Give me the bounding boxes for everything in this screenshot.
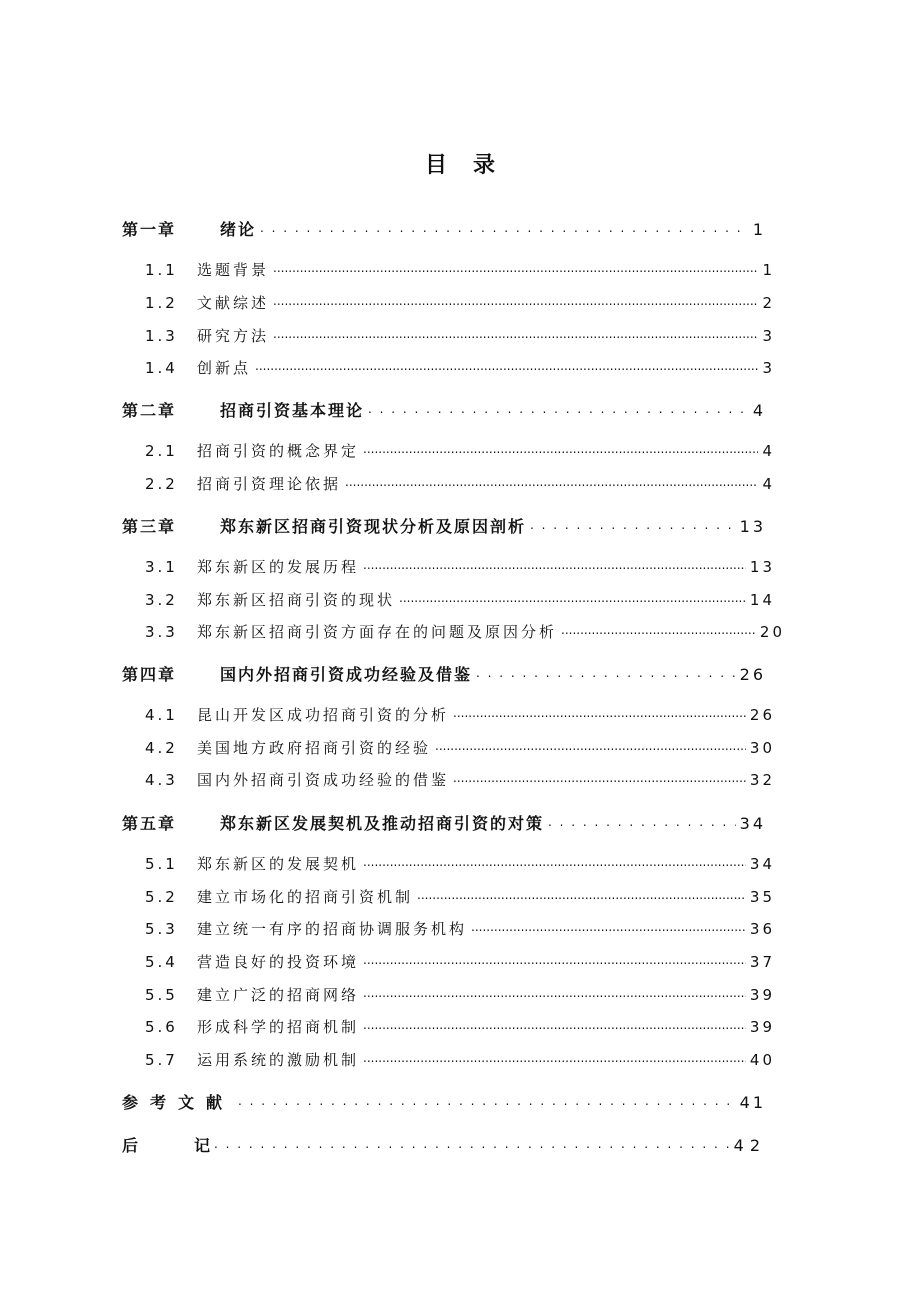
dot-leader <box>363 1050 746 1065</box>
dot-leader <box>273 326 758 341</box>
entry-title: 国内外招商引资成功经验及借鉴 <box>220 665 473 684</box>
entry-title: 营造良好的投资环境 <box>197 953 360 971</box>
toc-section-1-2[interactable] <box>145 292 775 313</box>
entry-number: 5.2 <box>145 888 178 906</box>
toc-section-5-2[interactable] <box>145 886 775 907</box>
entry-number: 5.6 <box>145 1018 178 1036</box>
entry-title: 招商引资基本理论 <box>220 401 365 420</box>
entry-number: 第五章 <box>122 814 177 833</box>
dot-leader <box>214 1135 730 1151</box>
entry-page: 26 <box>749 706 775 724</box>
entry-title: 招商引资理论依据 <box>197 475 342 493</box>
dot-leader <box>363 854 746 869</box>
entry-number: 3.1 <box>145 558 178 576</box>
dot-leader <box>399 590 746 605</box>
entry-title: 美国地方政府招商引资的经验 <box>197 739 432 757</box>
entry-page: 40 <box>749 1051 775 1069</box>
entry-page: 13 <box>749 558 775 576</box>
entry-number: 5.4 <box>145 953 178 971</box>
entry-number: 1.1 <box>145 261 178 279</box>
entry-page: 14 <box>749 591 775 609</box>
entry-page: 13 <box>739 517 766 536</box>
entry-number: 1.3 <box>145 327 178 345</box>
toc-chapter-3[interactable] <box>122 514 766 537</box>
toc-chapter-1[interactable] <box>122 217 766 240</box>
entry-page: 20 <box>759 623 785 641</box>
entry-number: 3.3 <box>145 623 178 641</box>
toc-section-1-4[interactable] <box>145 357 775 378</box>
entry-title: 参考文献 <box>122 1093 235 1112</box>
dot-leader <box>255 358 758 373</box>
entry-number: 4.1 <box>145 706 178 724</box>
toc-section-5-5[interactable] <box>145 984 775 1005</box>
toc-section-5-6[interactable] <box>145 1016 775 1037</box>
entry-title: 运用系统的激励机制 <box>197 1051 360 1069</box>
entry-page: 37 <box>749 953 775 971</box>
entry-page: 39 <box>749 986 775 1004</box>
toc-section-5-1[interactable] <box>145 853 775 874</box>
toc-section-2-1[interactable] <box>145 440 775 461</box>
entry-page: 35 <box>749 888 775 906</box>
toc-section-1-3[interactable] <box>145 325 775 346</box>
dot-leader <box>238 1092 736 1108</box>
entry-page: 30 <box>749 739 775 757</box>
dot-leader <box>561 622 756 637</box>
entry-title: 研究方法 <box>197 327 270 345</box>
toc-section-2-2[interactable] <box>145 473 775 494</box>
entry-number: 3.2 <box>145 591 178 609</box>
entry-title: 文献综述 <box>197 294 270 312</box>
entry-title: 郑东新区招商引资方面存在的问题及原因分析 <box>197 623 558 641</box>
entry-page: 2 <box>762 294 775 312</box>
dot-leader <box>363 985 746 1000</box>
entry-number: 1.2 <box>145 294 178 312</box>
entry-number: 2.1 <box>145 442 178 460</box>
entry-page: 1 <box>762 261 775 279</box>
dot-leader <box>363 952 746 967</box>
entry-page: 3 <box>762 359 775 377</box>
entry-number: 第四章 <box>122 665 177 684</box>
toc-section-4-3[interactable] <box>145 769 775 790</box>
dot-leader <box>273 260 758 275</box>
dot-leader <box>363 1017 746 1032</box>
entry-number: 第三章 <box>122 517 177 536</box>
dot-leader <box>273 293 758 308</box>
dot-leader <box>530 516 736 532</box>
toc-section-4-2[interactable] <box>145 737 775 758</box>
entry-page: 4 <box>752 401 766 420</box>
dot-leader <box>471 919 746 934</box>
toc-section-5-7[interactable] <box>145 1049 775 1070</box>
toc-section-5-3[interactable] <box>145 918 775 939</box>
page-title: 目录 <box>424 153 521 178</box>
dot-leader <box>260 219 749 235</box>
dot-leader <box>417 887 746 902</box>
entry-title: 选题背景 <box>197 261 270 279</box>
entry-page: 41 <box>739 1093 766 1112</box>
toc-chapter-4[interactable] <box>122 662 766 685</box>
entry-title: 形成科学的招商机制 <box>197 1018 360 1036</box>
entry-number: 5.3 <box>145 920 178 938</box>
toc-section-3-3[interactable] <box>145 621 785 642</box>
toc-postscript[interactable] <box>122 1133 766 1156</box>
entry-number: 5.5 <box>145 986 178 1004</box>
entry-page: 34 <box>749 855 775 873</box>
entry-page: 4 <box>762 475 775 493</box>
toc-section-3-1[interactable] <box>145 556 775 577</box>
entry-number: 第一章 <box>122 220 177 239</box>
toc-chapter-2[interactable] <box>122 398 766 421</box>
entry-title: 国内外招商引资成功经验的借鉴 <box>197 771 450 789</box>
entry-title: 昆山开发区成功招商引资的分析 <box>197 706 450 724</box>
entry-title: 建立广泛的招商网络 <box>197 986 360 1004</box>
entry-page: 34 <box>739 814 766 833</box>
toc-chapter-5[interactable] <box>122 811 766 834</box>
dot-leader <box>548 813 736 829</box>
dot-leader <box>476 664 736 680</box>
entry-page: 4 <box>762 442 775 460</box>
dot-leader <box>363 557 746 572</box>
dot-leader <box>345 474 758 489</box>
dot-leader <box>435 738 746 753</box>
entry-number: 5.7 <box>145 1051 178 1069</box>
entry-title: 郑东新区招商引资现状分析及原因剖析 <box>220 517 527 536</box>
entry-title: 后记 <box>122 1136 267 1155</box>
entry-page: 26 <box>739 665 766 684</box>
toc-section-5-4[interactable] <box>145 951 775 972</box>
dot-leader <box>368 400 749 416</box>
entry-title: 建立统一有序的招商协调服务机构 <box>197 920 468 938</box>
dot-leader <box>453 705 746 720</box>
entry-title: 郑东新区招商引资的现状 <box>197 591 396 609</box>
entry-page: 39 <box>749 1018 775 1036</box>
dot-leader <box>363 441 758 456</box>
entry-title: 招商引资的概念界定 <box>197 442 360 460</box>
entry-title: 绪论 <box>220 220 257 239</box>
entry-title: 建立市场化的招商引资机制 <box>197 888 414 906</box>
toc-references[interactable] <box>122 1090 766 1113</box>
toc-section-3-2[interactable] <box>145 589 775 610</box>
toc-section-1-1[interactable] <box>145 259 775 280</box>
entry-title: 郑东新区的发展契机 <box>197 855 360 873</box>
entry-number: 2.2 <box>145 475 178 493</box>
dot-leader <box>453 770 746 785</box>
entry-page: 42 <box>733 1136 766 1155</box>
entry-number: 4.3 <box>145 771 178 789</box>
entry-number: 第二章 <box>122 401 177 420</box>
entry-page: 36 <box>749 920 775 938</box>
entry-number: 5.1 <box>145 855 178 873</box>
entry-title: 创新点 <box>197 359 252 377</box>
entry-title: 郑东新区发展契机及推动招商引资的对策 <box>220 814 545 833</box>
entry-page: 32 <box>749 771 775 789</box>
toc-section-4-1[interactable] <box>145 704 775 725</box>
entry-page: 1 <box>752 220 766 239</box>
entry-number: 4.2 <box>145 739 178 757</box>
entry-number: 1.4 <box>145 359 178 377</box>
entry-title: 郑东新区的发展历程 <box>197 558 360 576</box>
entry-page: 3 <box>762 327 775 345</box>
